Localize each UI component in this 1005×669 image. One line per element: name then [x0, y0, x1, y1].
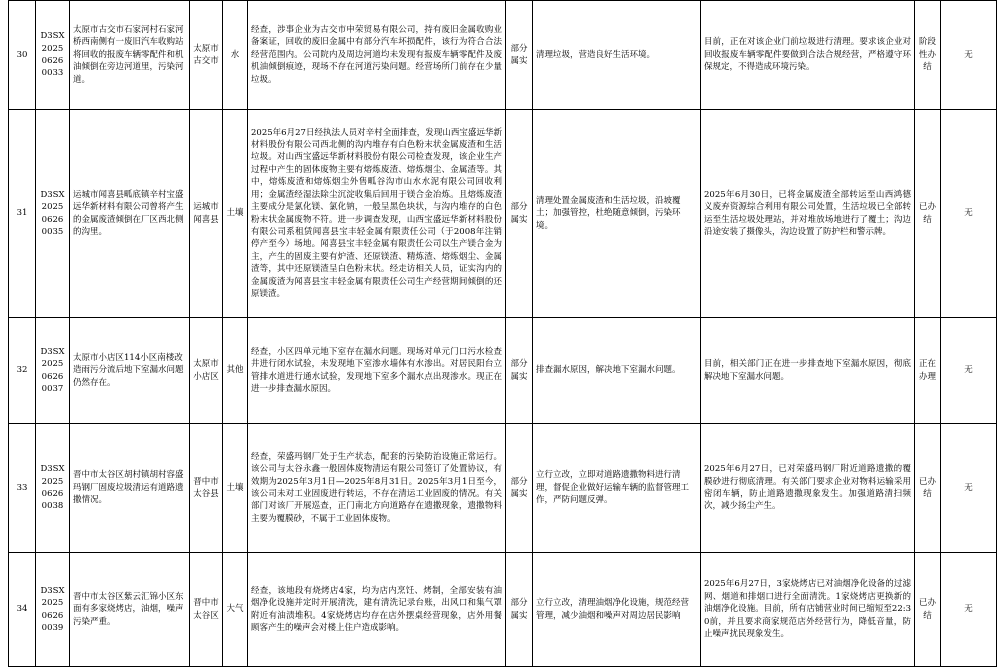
handling-measures: 立行立改，立即对道路遗撒物料进行清理，督促企业做好运输车辆的监督管理工作，严防问题反弹。 [533, 424, 701, 553]
complaint-description: 晋中市太谷区胡村镇胡村容盛玛钢厂固废垃圾清运有道路遗撒情况。 [70, 424, 190, 553]
case-code: D3SX202506260035 [36, 110, 70, 318]
table-row [9, 424, 997, 553]
verification-status: 部分属实 [506, 553, 533, 667]
investigation-result: 经查，小区四单元地下室存在漏水问题。现场对单元门口污水检查井进行闭水试验，未发现地下室渗水墙体有水渗出。对居民阳台立管排水道进行通水试验，发现地下室多个漏水点出现渗水。现正在进一步排查漏水原因。 [248, 318, 506, 424]
accountability: 无 [941, 318, 997, 424]
accountability: 无 [941, 424, 997, 553]
row-number: 33 [9, 424, 36, 553]
pollution-type: 水 [223, 1, 248, 110]
pollution-type: 土壤 [223, 110, 248, 318]
complaint-description: 太原市小店区114小区南楼改造雨污分流后地下室漏水问题仍然存在。 [70, 318, 190, 424]
district: 太原市古交市 [190, 1, 223, 110]
verification-status: 部分属实 [506, 1, 533, 110]
district: 晋中市太谷县 [190, 424, 223, 553]
completion-status: 阶段性办结 [915, 1, 941, 110]
handling-measures: 清理垃圾，营造良好生活环境。 [533, 1, 701, 110]
table-row [9, 553, 997, 667]
verification-status: 部分属实 [506, 110, 533, 318]
rectification-progress: 2025年6月27日，3家烧烤店已对油烟净化设备的过滤网、烟道和排烟口进行全面清洗。1家烧烤店更换新的油烟净化设施。目前，所有店铺营业时间已缩短至22:30前，并且要求商家规范店外经营行为，降低音量，防止噪声扰民现象发生。 [701, 553, 915, 667]
verification-status: 部分属实 [506, 318, 533, 424]
row-number: 32 [9, 318, 36, 424]
complaint-table [8, 0, 997, 667]
table-row [9, 110, 997, 318]
rectification-progress: 目前，相关部门正在进一步排查地下室漏水原因，彻底解决地下室漏水问题。 [701, 318, 915, 424]
district: 太原市小店区 [190, 318, 223, 424]
case-code: D3SX202506260037 [36, 318, 70, 424]
complaint-description: 运城市闻喜县畖底镇辛村宝盛远华新材料有限公司曾将产生的金属废渣倾倒在厂区西北侧的沟里。 [70, 110, 190, 318]
case-code: D3SX202506260033 [36, 1, 70, 110]
complaint-description: 晋中市太谷区紫云汇锦小区东面有多家烧烤店，油烟，噪声污染严重。 [70, 553, 190, 667]
row-number: 34 [9, 553, 36, 667]
pollution-type: 其他 [223, 318, 248, 424]
table-row [9, 318, 997, 424]
investigation-result: 经查，荣盛玛钢厂处于生产状态，配套的污染防治设施正常运行。该公司与太谷永鑫一般固体废物清运有限公司签订了处置协议，有效期为2025年3月1日—2025年8月31日。2025年3月1日至今，该公司未对工业固废进行转运，不存在清运工业固废的情况。有关部门对该厂开展巡查，正门南北方向道路存在遗撒现象，遗撒物料主要为覆膜砂，不属于工业固体废物。 [248, 424, 506, 553]
pollution-type: 大气 [223, 553, 248, 667]
completion-status: 已办结 [915, 553, 941, 667]
completion-status: 已办结 [915, 110, 941, 318]
case-code: D3SX202506260039 [36, 553, 70, 667]
handling-measures: 清理处置金属废渣和生活垃圾，沿坡覆土；加强管控，杜绝随意倾倒，污染环境。 [533, 110, 701, 318]
row-number: 30 [9, 1, 36, 110]
completion-status: 正在办理 [915, 318, 941, 424]
investigation-result: 经查，涉事企业为古交市申荣贸易有限公司，持有废旧金属收购业备案证，回收的废旧金属中有部分汽车坏损配件，该行为符合合法经营范围内。公司院内及周边河道均未发现有报废车辆零配件及废机油倾倒痕迹，现场不存在河道污染问题。经营场所门前存在少量垃圾。 [248, 1, 506, 110]
investigation-result: 经查，该地段有烧烤店4家，均为店内烹饪、烤制，全部安装有油烟净化设施并定时开展清洗，建有清洗记录台账，出风口和集气罩附近有油渍堆积。4家烧烤店均存在店外摆桌经营现象，店外用餐顾客产生的噪声会对楼上住户造成影响。 [248, 553, 506, 667]
handling-measures: 排查漏水原因，解决地下室漏水问题。 [533, 318, 701, 424]
district: 运城市闻喜县 [190, 110, 223, 318]
investigation-result: 2025年6月27日经执法人员对辛村全面排查，发现山西宝盛远华新材料股份有限公司西北侧的沟内堆存有白色粉末状金属废渣和生活垃圾。对山西宝盛远华新材料股份有限公司检查发现，该企业生产过程中产生的固体废物主要有熔炼废渣、熔炼烟尘、金属渣等。其中，熔炼废渣和熔炼烟尘外售畖谷沟市山水水泥有限公司回收利用；金属渣经湿法除尘沉淀收集后回用于镁合金冶炼。且熔炼废渣主要成分是氯化镁、氯化钠，一般呈黑色块状，与沟内堆存的白色粉末状金属废物不符。进一步调查发现，山西宝盛远华新材料股份有限公司系租赁闻喜县宝丰轻金属有限责任公司（于2008年注销停产至今）场地。闻喜县宝丰轻金属有限责任公司以生产镁合金为主，产生的固废主要有炉渣、还原镁渣、精炼渣、熔炼烟尘、金属渣等，其中还原镁渣呈白色粉末状。经走访相关人员，证实沟内的金属废渣为闻喜县宝丰轻金属有限责任公司生产经营期间倾倒的还原镁渣。 [248, 110, 506, 318]
row-number: 31 [9, 110, 36, 318]
rectification-progress: 2025年6月27日，已对荣盛玛钢厂附近道路遗撒的覆膜砂进行彻底清理。有关部门要求企业对物料运输采用密闭车辆，防止道路遗撒现象发生。加强道路清扫频次，减少扬尘产生。 [701, 424, 915, 553]
verification-status: 部分属实 [506, 424, 533, 553]
district: 晋中市太谷区 [190, 553, 223, 667]
rectification-progress: 2025年6月30日，已将金属废渣全部转运至山西鸿德义废弃资源综合利用有限公司处置，生活垃圾已全部转运至生活垃圾处理站，并对堆放场地进行了覆土；沟边沿途安装了摄像头，沟边设置了防护栏和警示牌。 [701, 110, 915, 318]
case-code: D3SX202506260038 [36, 424, 70, 553]
accountability: 无 [941, 1, 997, 110]
complaint-description: 太原市古交市石家河村石家河桥西南侧有一废旧汽车收购站将回收的报废车辆零配件和机油倾倒在旁边河道里，污染河道。 [70, 1, 190, 110]
accountability: 无 [941, 553, 997, 667]
rectification-progress: 目前，正在对该企业门前垃圾进行清理。要求该企业对回收报废车辆零配件要做到合法合规经营，严格遵守环保规定，不得造成环境污染。 [701, 1, 915, 110]
accountability: 无 [941, 110, 997, 318]
table-row [9, 1, 997, 110]
completion-status: 已办结 [915, 424, 941, 553]
pollution-type: 土壤 [223, 424, 248, 553]
handling-measures: 立行立改，清理油烟净化设施，规范经营管理，减少油烟和噪声对周边居民影响 [533, 553, 701, 667]
